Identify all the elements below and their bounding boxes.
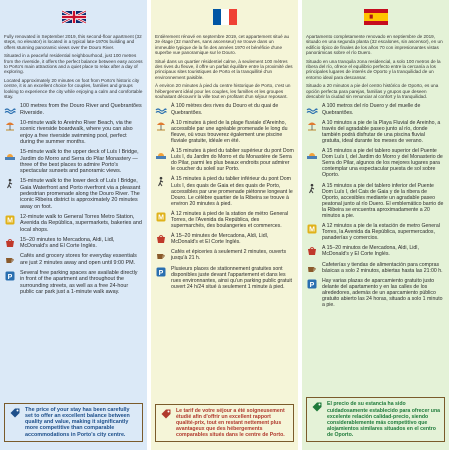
list-item [306,262,445,274]
features-list [306,103,445,308]
item-text: 100 metres from the Douro River and Quebrantões Riverside. [20,103,142,116]
list-item [4,120,143,145]
walk-icon [4,178,16,190]
list-item [306,148,445,178]
item-text: 15-minute walk to the upper deck of Luís I Bridge, Jardim do Morro and Serra do Pilar Monastery — three of the best places to admire Porto's spectacular sunsets and panoramic views. [20,149,139,175]
item-text: 12-minute walk to General Torres Metro Station, Avenida da República, supermarkets, bakeries and local shops. [20,213,142,233]
intro-paragraph: Fully renovated in September 2019, this second-floor apartment (32 steps, no elevator) is located in a typical late-1970s building and offers stunning panoramic views over the Douro River. [4,34,142,50]
sunset-icon [4,149,16,161]
item-text: À 15 minutes à pied du tablier supérieur du pont Dom Luís I, du Jardim do Morro et du Monastère de Serra do Pilar, parmi les plus beaux endroits pour admirer le coucher du soleil sur Porto. [171,148,294,173]
tag-icon [9,407,21,419]
metro-icon [306,223,318,235]
svg-text:P: P [158,269,164,277]
list-item [306,120,445,144]
item-text: 10-minute walk to Areinho River Beach, via the scenic riverside boardwalk, where you can also enjoy a free riverside swimming pool, perfect during the summer months. [20,120,133,145]
features-list [155,103,294,289]
price-note-text: El precio de su estancia ha sido cuidadosamente establecido para ofrecer una excelente relación calidad-precio, siendo considerablemente más competitivo que alojamientos similares situados en el centro de Oporto. [327,401,441,438]
intro-paragraph: Situado a 20 minutos a pie del centro histórico de Oporto, es una opción perfecta para parejas, familias y grupos que deseen descubrir la ciudad sin renunciar al confort y la tranquilidad. [306,83,439,100]
shop-icon [4,237,16,249]
walk-icon [155,176,167,188]
item-text: A 15 minutos a pie del tablero superior del Puente Dom Luís I, del Jardim do Morro y del Monasterio de Serra do Pilar, algunos de los mejores lugares para contemplar una espectacular puesta de sol sobre Oporto. [322,148,443,179]
intro [4,34,143,99]
list-item [306,103,445,115]
flag-bar [306,0,445,34]
tag-icon [160,408,172,420]
parking-icon [4,270,16,282]
list-item [306,183,445,220]
wave-icon [155,103,167,115]
price-note-row [160,408,289,438]
list-item [4,253,143,266]
item-text: Several free parking spaces are available directly in front of the apartment and throughout the surrounding streets, as well as a free 24-hour public car park just a 1-minute walk away. [20,270,138,295]
metro-icon [4,214,16,226]
france-flag-icon [213,9,237,25]
parking-icon [306,278,318,290]
list-item [306,223,445,241]
item-text: Plusieurs places de stationnement gratuites sont disponibles juste devant l'appartement et dans les rues environnantes, ainsi qu'un parking public gratuit ouvert 24 h/24 situé à seulement 1 minute à pied. [171,265,292,290]
item-text: À 15–20 minutes de Mercadona, Aldi, Lidl, McDonald's et El Corte Inglés. [171,233,269,246]
features-list [4,103,143,295]
intro [306,34,445,99]
item-text: À 15 minutes à pied du tablier inférieur du pont Dom Luís I, des quais de Gaia et des quais de Porto, accessibles par une promenade piétonne longeant le Douro. Le célèbre quartier de la Ribeira se trouve à environ 20 minutes à pied. [171,176,293,207]
item-text: A 12 minutos a pie de la estación de metro General Torres, la Avenida da República, supermercados, panaderías y comercios. [322,223,440,242]
list-item [155,148,294,172]
sunset-icon [155,148,167,160]
item-text: A 10 minutos a pie de la Playa Fluvial de Areinho, a través del agradable paseo junto al río, donde también podrá disfrutar de una piscina fluvial gratuita, ideal durante los meses de verano. [322,119,441,144]
list-item [155,249,294,261]
svg-text:P: P [309,281,315,289]
intro-paragraph: Located approximately 20 minutes on foot from Porto's historic city centre, it is an excellent choice for couples, families and groups looking to experience the city while enjoying a calm and comfortable stay. [4,77,143,100]
intro-paragraph: Entièrement rénové en septembre 2019, cet appartement situé au 2e étage (32 marches, sans ascenseur) se trouve dans un immeuble typique de la fin des années 1970 et bénéficie d'une superbe vue panoramique sur le Douro. [155,34,290,56]
svg-text:M: M [158,214,164,222]
list-item [155,103,294,115]
item-text: 15-minute walk to the lower deck of Luís I Bridge, Gaia Waterfront and Porto riverfront via a pleasant pedestrian promenade along the Douro River. The iconic Ribeira district is approximately 20 minutes away on foot. [20,178,141,210]
price-note-row [311,401,440,438]
intro-paragraph: Situé dans un quartier résidentiel calme, à seulement 100 mètres des rives du fleuve, il offre un parfait équilibre entre la proximité des principaux sites touristiques de Porto et la tranquillité d'un environnement paisible. [155,58,293,80]
cafe-icon [306,262,318,274]
list-item [155,176,294,206]
flag-bar [4,0,143,34]
english-column [0,0,147,450]
intro-paragraph: Apartamento completamente renovado en septiembre de 2019, situado en una segunda planta (32 escalones, sin ascensor), en un edificio típico de finales de los años 70 con impresionantes vistas panorámicas sobre el río Duero. [306,34,443,56]
list-item [306,245,445,257]
list-item [155,211,294,229]
list-item [4,103,143,116]
walk-icon [306,183,318,195]
tag-icon [311,401,323,413]
item-text: À 100 mètres des rives du Douro et du quai de Quebrantões. [171,103,279,116]
item-text: 15–20 minutes to Mercadona, Aldi, Lidl, McDonald's and El Corte Inglés. [20,236,115,250]
price-note-row [9,407,138,438]
metro-icon [155,211,167,223]
list-item [4,270,143,295]
item-text: Cafeterías y tiendas de alimentación para compras básicas a solo 2 minutos, abiertas hasta las 21:00 h. [322,261,443,274]
intro-paragraph: Situated in a peaceful residential neighbourhood, just 100 metres from the riverside, it offers the perfect balance between easy access to Porto's main attractions and a quiet place to relax after a day of exploring. [4,53,143,75]
cafe-icon [155,249,167,261]
french-column [151,0,298,450]
price-note [306,397,445,442]
list-item [155,233,294,245]
shop-icon [306,245,318,257]
shop-icon [155,233,167,245]
list-item [4,178,143,209]
beach-icon [155,120,167,132]
item-text: Cafés et épiceries à seulement 2 minutes, ouverts jusqu'à 21 h. [171,249,287,262]
list-item [306,278,445,308]
svg-text:M: M [7,217,13,225]
wave-icon [306,103,318,115]
price-note-text: The price of your stay has been carefully set to offer an excellent balance between quality and value, making it significantly more competitive than comparable accommodations in Porto's city centre. [25,406,130,438]
svg-text:M: M [309,226,315,234]
item-text: À 10 minutes à pied de la plage fluviale d'Areinho, accessible par une agréable promenade le long du fleuve, où vous trouverez également une piscine fluviale gratuite, idéale en été. [171,119,288,144]
uk-flag-icon [62,9,86,25]
item-text: Cafés and grocery stores for everyday essentials are just 2 minutes away and open until 9:00 PM. [20,253,137,266]
list-item [4,214,143,233]
cafe-icon [4,253,16,265]
spanish-column [302,0,449,450]
parking-icon [155,266,167,278]
spain-flag-icon [364,9,388,25]
flag-bar [155,0,294,34]
item-text: A 15–20 minutos de Mercadona, Aldi, Lidl, McDonald's y El Corte Inglés. [322,245,419,258]
beach-icon [306,120,318,132]
item-text: A 100 metros del río Duero y del muelle de Quebrantões. [322,103,421,116]
list-item [4,237,143,250]
intro [155,34,294,99]
wave-icon [4,103,16,115]
item-text: À 12 minutes à pied de la station de métro General Torres, de l'Avenida da República, des supermarchés, des boulangeries et commerces. [171,210,289,230]
intro-paragraph: Situado en una tranquila zona residencial, a solo 100 metros de la ribera del río, ofrece el equilibrio perfecto entre la cercanía a los principales lugares de interés de Oporto y la tranquilidad de un entorno ideal para descansar. [306,58,441,80]
list-item [155,266,294,290]
beach-icon [4,120,16,132]
price-note [4,403,143,442]
list-item [4,149,143,174]
list-item [155,120,294,144]
intro-paragraph: À environ 20 minutes à pied du centre historique de Porto, c'est un hébergement idéal pour les couples, les familles et les groupes souhaitant découvrir la ville tout en profitant d'un séjour reposant. [155,83,291,100]
item-text: Hay varias plazas de aparcamiento gratuito justo delante del apartamento y en las calles de los alrededores, además de un aparcamiento público gratuito abierto las 24 horas, situado a solo 1 minuto a pie. [322,277,443,309]
price-note-text: Le tarif de votre séjour a été soigneusement étudié afin d'offrir un excellent rapport qualité-prix, tout en restant nettement plus avantageux que des hébergements comparables situés dans le centre de Porto. [176,407,285,438]
svg-text:P: P [7,273,13,281]
price-note [155,404,294,442]
item-text: A 15 minutos a pie del tablero inferior del Puente Dom Luís I, del Cais de Gaia y de la ribera de Oporto, accesibles mediante un agradable paseo peatonal junto al río Duero. El emblemático barrio de la Ribeira se encuentra aproximadamente a 20 minutos a pie. [322,182,444,219]
sunset-icon [306,148,318,160]
